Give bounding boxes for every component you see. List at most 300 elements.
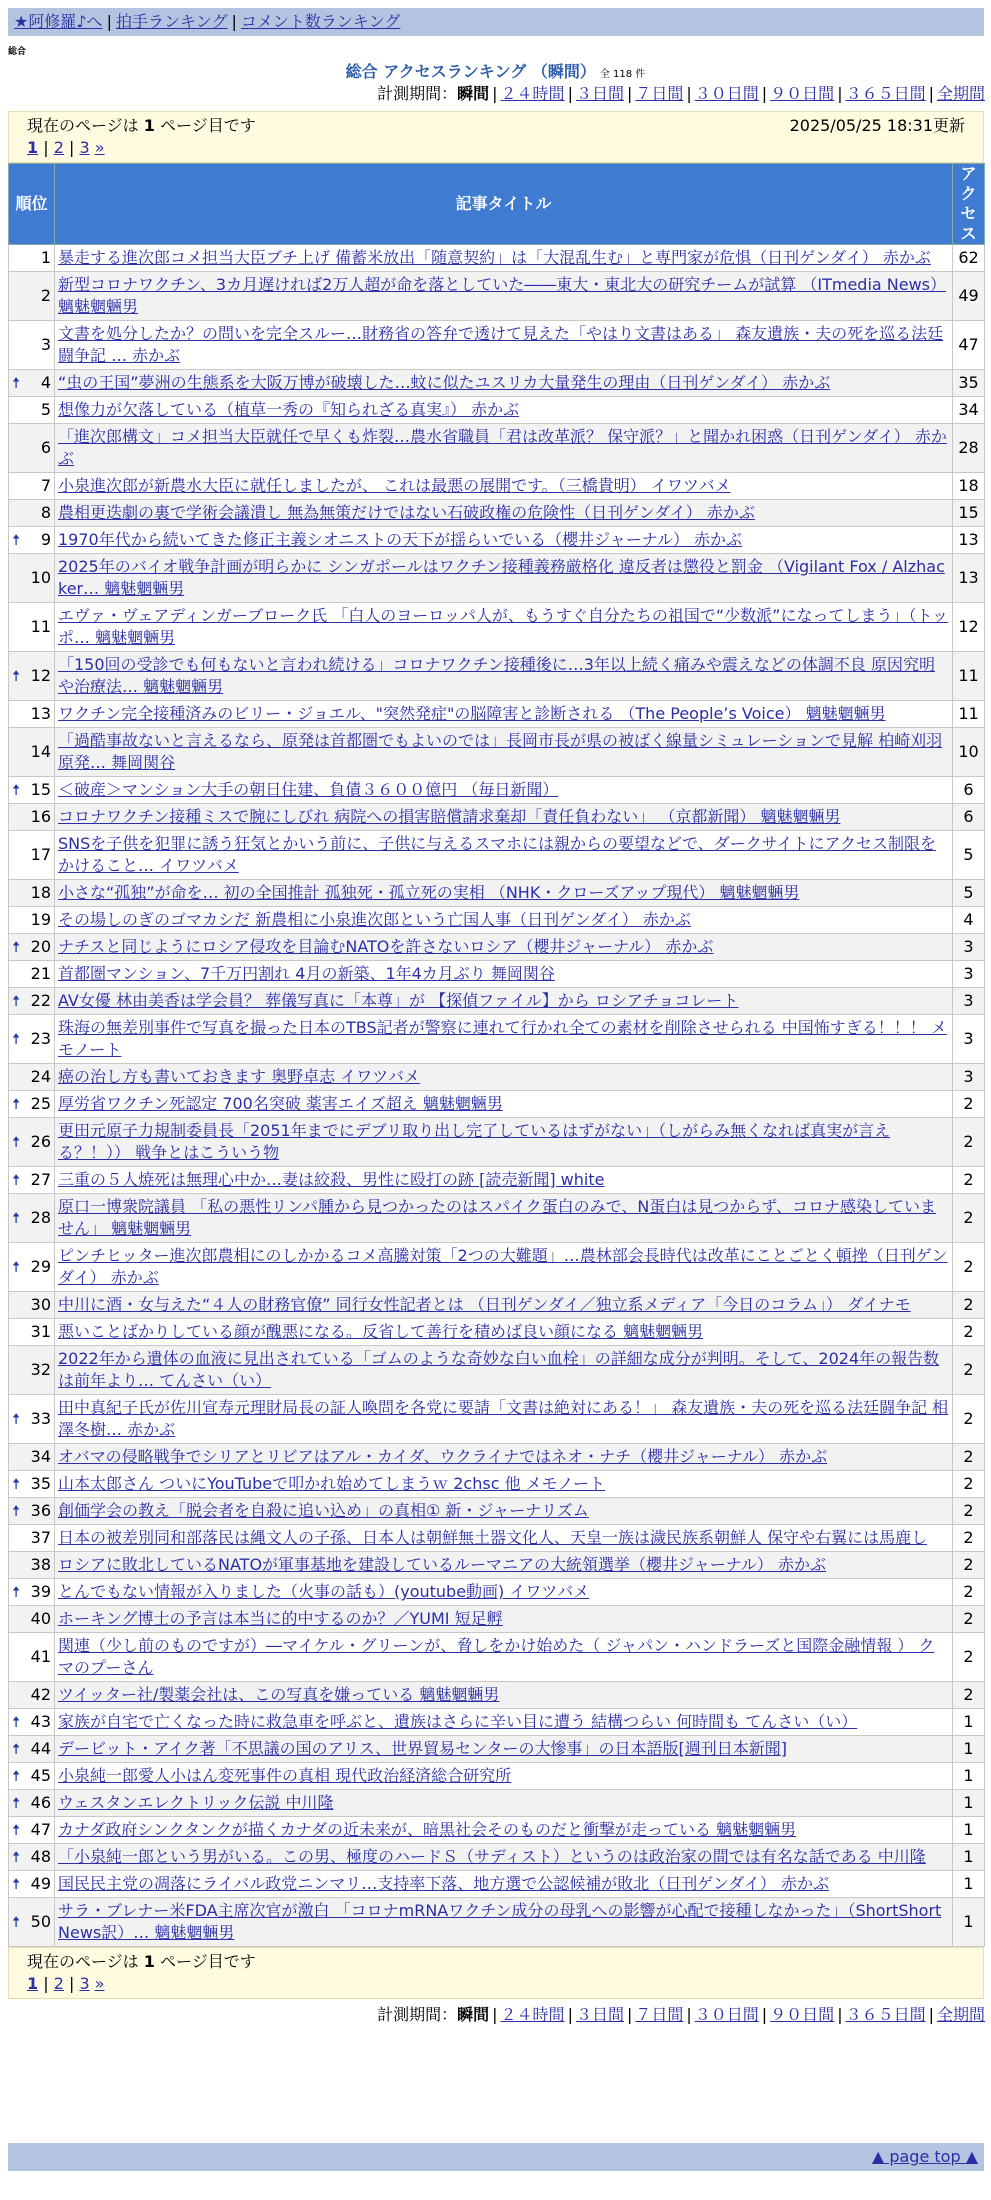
pagination-bottom: 1 | 2 | 3 » <box>27 1974 105 1993</box>
title-cell <box>55 1346 953 1395</box>
article-title-link[interactable]: ホーキング博士の予言は本当に的中するのか？／YUMI 短足孵 <box>58 1609 503 1628</box>
rank-cell <box>9 1194 55 1243</box>
rank-cell <box>9 652 55 701</box>
page-3-link-bottom[interactable]: 3 <box>79 1974 90 1993</box>
table-row <box>9 1471 985 1498</box>
rank-cell <box>9 1525 55 1552</box>
rank-cell <box>9 1790 55 1817</box>
article-title-link[interactable]: 「小泉純一郎という男がいる。この男、極度のハードＳ（サディスト）というのは政治家の間では有名な話である 中川隆 <box>58 1847 926 1866</box>
table-row <box>9 1817 985 1844</box>
access-count: 11 <box>953 701 985 728</box>
arrow-up-icon: 🠅 <box>12 1030 21 1048</box>
rank-cell <box>9 1552 55 1579</box>
rank-number: 32 <box>30 1360 51 1379</box>
access-count: 15 <box>953 500 985 527</box>
title-cell <box>55 1579 953 1606</box>
title-cell <box>55 1167 953 1194</box>
applause-ranking-link[interactable]: 拍手ランキング <box>115 12 228 31</box>
rank-number: 25 <box>30 1094 51 1113</box>
rank-cell <box>9 1167 55 1194</box>
title-cell <box>55 1319 953 1346</box>
table-row <box>9 1763 985 1790</box>
title-cell <box>55 1471 953 1498</box>
comment-ranking-link[interactable]: コメント数ランキング <box>240 12 401 31</box>
article-title-link[interactable]: オバマの侵略戦争でシリアとリビアはアル・カイダ、ウクライナではネオ・ナチ（櫻井ジャーナル） 赤かぶ <box>58 1447 828 1466</box>
bottom-bar <box>8 2143 984 2171</box>
table-row <box>9 603 985 652</box>
page-2-link-bottom[interactable]: 2 <box>53 1974 64 1993</box>
table-row <box>9 777 985 804</box>
table-row <box>9 1395 985 1444</box>
title-cell <box>55 988 953 1015</box>
rank-cell <box>9 1871 55 1898</box>
access-count: 11 <box>953 652 985 701</box>
next-page-link[interactable]: » <box>94 138 105 157</box>
table-row <box>9 1790 985 1817</box>
article-title-link[interactable]: その場しのぎのゴマカシだ 新農相に小泉進次郎という亡国人事（日刊ゲンダイ） 赤かぶ <box>58 910 691 929</box>
article-title-link[interactable]: カナダ政府シンクタンクが描くカナダの近未来が、暗黒社会そのものだと衝撃が走っている 魑魅魍魎男 <box>58 1820 797 1839</box>
next-page-link-bottom[interactable]: » <box>94 1974 105 1993</box>
article-title-link[interactable]: 珠海の無差別事件で写真を撮った日本のTBS記者が警察に連れて行かれ全ての素材を削除させられる 中国怖すぎる！！！ メモノート <box>58 1018 947 1059</box>
rank-cell <box>9 1709 55 1736</box>
title-cell <box>55 1243 953 1292</box>
rank-number: 35 <box>30 1474 51 1493</box>
rank-number: 42 <box>30 1685 51 1704</box>
title-cell <box>55 245 953 272</box>
table-row <box>9 988 985 1015</box>
period-all-link-bottom[interactable]: 全期間 <box>936 2005 985 2024</box>
rank-cell <box>9 603 55 652</box>
title-cell <box>55 500 953 527</box>
top-nav-bar <box>8 8 984 36</box>
title-cell <box>55 1091 953 1118</box>
table-row <box>9 1444 985 1471</box>
table-row <box>9 397 985 424</box>
arrow-up-icon: 🠅 <box>12 1171 21 1189</box>
article-title-link[interactable]: ピンチヒッター進次郎農相にのしかかるコメ高騰対策「2つの大難題」…農林部会長時代は改革にことごとく頓挫（日刊ゲンダイ） 赤かぶ <box>58 1246 948 1287</box>
access-count: 2 <box>953 1395 985 1444</box>
title-cell <box>55 1194 953 1243</box>
rank-number: 27 <box>30 1170 51 1189</box>
rank-number: 34 <box>30 1447 51 1466</box>
title-cell <box>55 1552 953 1579</box>
page-info-top <box>8 111 984 163</box>
arrow-up-icon: 🠅 <box>12 1848 21 1866</box>
table-row <box>9 1579 985 1606</box>
arrow-up-icon: 🠅 <box>12 1794 21 1812</box>
article-title-link[interactable]: 厚労省ワクチン死認定 700名突破 薬害エイズ超え 魑魅魍魎男 <box>58 1094 503 1113</box>
rank-cell <box>9 1091 55 1118</box>
title-cell <box>55 934 953 961</box>
rank-number: 1 <box>40 248 51 267</box>
period-30d-link[interactable]: ３０日間 <box>694 84 759 103</box>
rank-cell <box>9 1817 55 1844</box>
article-title-link[interactable]: 小さな“孤独”が命を… 初の全国推計 孤独死・孤立死の実相 （NHK・クローズアップ現代） 魑魅魍魎男 <box>58 883 800 902</box>
rank-cell <box>9 1118 55 1167</box>
access-count: 2 <box>953 1444 985 1471</box>
rank-number: 40 <box>30 1609 51 1628</box>
title-cell <box>55 473 953 500</box>
table-row <box>9 1292 985 1319</box>
rank-number: 36 <box>30 1501 51 1520</box>
access-count: 5 <box>953 831 985 880</box>
article-title-link[interactable]: ツイッター社/製薬会社は、この写真を嫌っている 魑魅魍魎男 <box>58 1685 500 1704</box>
arrow-up-icon: 🠅 <box>12 1913 21 1931</box>
article-title-link[interactable]: デービット・アイク著「不思議の国のアリス、世界貿易センターの大惨事」の日本語版[週刊日本新聞] <box>58 1739 787 1758</box>
table-row <box>9 1064 985 1091</box>
period-all-link[interactable]: 全期間 <box>936 84 985 103</box>
rank-cell <box>9 1319 55 1346</box>
article-title-link[interactable]: エヴァ・ヴェアディンガーブローク氏 「白人のヨーロッパ人が、もうすぐ自分たちの祖国で“少数派”になってしまう」（トッポ… 魑魅魍魎男 <box>58 606 948 647</box>
title-cell <box>55 1682 953 1709</box>
table-row <box>9 554 985 603</box>
title-cell <box>55 1525 953 1552</box>
rank-cell <box>9 1064 55 1091</box>
rank-cell <box>9 1444 55 1471</box>
period-7d-link-bottom[interactable]: ７日間 <box>635 2005 684 2024</box>
rank-cell <box>9 1898 55 1947</box>
access-count: 2 <box>953 1552 985 1579</box>
access-count: 1 <box>953 1736 985 1763</box>
rank-number: 48 <box>30 1847 51 1866</box>
table-row <box>9 1552 985 1579</box>
rank-number: 16 <box>30 807 51 826</box>
article-title-link[interactable]: 悪いことばかりしている顔が醜悪になる。反省して善行を積めば良い顔になる 魑魅魍魎男 <box>58 1322 704 1341</box>
rank-number: 44 <box>30 1739 51 1758</box>
article-title-link[interactable]: 三重の５人焼死は無理心中か…妻は絞殺、男性に殴打の跡 [読売新聞] white <box>58 1170 605 1189</box>
period-90d-link[interactable]: ９０日間 <box>770 84 835 103</box>
rank-cell <box>9 1579 55 1606</box>
table-row <box>9 527 985 554</box>
table-row <box>9 880 985 907</box>
arrow-up-icon: 🠅 <box>12 667 21 685</box>
nav-separator: | <box>106 12 112 31</box>
rank-number: 9 <box>40 530 51 549</box>
table-row <box>9 473 985 500</box>
page-3-link[interactable]: 3 <box>79 138 90 157</box>
article-title-link[interactable]: 新型コロナワクチン、3カ月遅ければ2万人超が命を落としていた――東大・東北大の研究チームが試算 （ITmedia News） 魑魅魍魎男 <box>58 275 947 316</box>
access-count: 2 <box>953 1118 985 1167</box>
title-cell <box>55 1292 953 1319</box>
access-count: 2 <box>953 1471 985 1498</box>
rank-number: 38 <box>30 1555 51 1574</box>
period-3d-link-bottom[interactable]: ３日間 <box>575 2005 624 2024</box>
table-row <box>9 804 985 831</box>
rank-cell <box>9 1633 55 1682</box>
current-page-text-bottom: 現在のページは 1 ページ目です <box>27 1952 256 1971</box>
article-title-link[interactable]: 農相更迭劇の裏で学術会議潰し 無為無策だけではない石破政権の危険性（日刊ゲンダイ） 赤かぶ <box>58 503 755 522</box>
access-count: 1 <box>953 1844 985 1871</box>
rank-number: 17 <box>30 845 51 864</box>
access-count: 2 <box>953 1194 985 1243</box>
rank-cell <box>9 934 55 961</box>
rank-number: 8 <box>40 503 51 522</box>
period-7d-link[interactable]: ７日間 <box>635 84 684 103</box>
table-row <box>9 728 985 777</box>
rank-number: 43 <box>30 1712 51 1731</box>
arrow-up-icon: 🠅 <box>12 1740 21 1758</box>
arrow-up-icon: 🠅 <box>12 374 21 392</box>
article-title-link[interactable]: 山本太郎さん ついにYouTubeで叩かれ始めてしまうｗ 2chsc 他 メモノート <box>58 1474 606 1493</box>
asyura-home-link[interactable]: ★阿修羅♪へ <box>14 12 103 31</box>
article-title-link[interactable]: ナチスと同じようにロシア侵攻を目論むNATOを許さないロシア（櫻井ジャーナル） 赤かぶ <box>58 937 714 956</box>
access-count: 2 <box>953 1319 985 1346</box>
rank-number: 10 <box>30 568 51 587</box>
rank-cell <box>9 1243 55 1292</box>
access-count: 2 <box>953 1346 985 1395</box>
header-title: 記事タイトル <box>55 164 953 245</box>
access-count: 1 <box>953 1817 985 1844</box>
access-count: 2 <box>953 1243 985 1292</box>
access-count: 2 <box>953 1292 985 1319</box>
article-title-link[interactable]: 首都圏マンション、7千万円割れ 4月の新築、1年4カ月ぶり 舞岡関谷 <box>58 964 555 983</box>
rank-number: 7 <box>40 476 51 495</box>
rank-number: 4 <box>40 373 51 392</box>
table-row <box>9 934 985 961</box>
article-title-link[interactable]: 日本の被差別同和部落民は縄文人の子孫、日本人は朝鮮無土器文化人、天皇一族は濊民族系朝鮮人 保守や右翼には馬鹿し <box>58 1528 928 1547</box>
access-count: 3 <box>953 934 985 961</box>
rank-cell <box>9 804 55 831</box>
arrow-up-icon: 🠅 <box>12 1713 21 1731</box>
table-row <box>9 1606 985 1633</box>
rank-number: 12 <box>30 666 51 685</box>
article-title-link[interactable]: 癌の治し方も書いておきます 奥野卓志 イワツバメ <box>58 1067 420 1086</box>
access-count: 49 <box>953 272 985 321</box>
article-title-link[interactable]: 暴走する進次郎コメ担当大臣ブチ上げ 備蓄米放出「随意契約」は「大混乱生む」と専門家が危惧（日刊ゲンダイ） 赤かぶ <box>58 248 931 267</box>
article-title-link[interactable]: 1970年代から続いてきた修正主義シオニストの天下が揺らいでいる（櫻井ジャーナル） 赤かぶ <box>58 530 743 549</box>
title-cell <box>55 907 953 934</box>
table-row <box>9 1091 985 1118</box>
arrow-up-icon: 🠅 <box>12 1410 21 1428</box>
rank-cell <box>9 527 55 554</box>
access-count: 10 <box>953 728 985 777</box>
rank-cell <box>9 473 55 500</box>
title-cell <box>55 1606 953 1633</box>
article-title-link[interactable]: ロシアに敗北しているNATOが軍事基地を建設しているルーマニアの大統領選挙（櫻井ジャーナル） 赤かぶ <box>58 1555 827 1574</box>
title-cell <box>55 1395 953 1444</box>
table-row <box>9 652 985 701</box>
article-title-link[interactable]: 創価学会の教え「脱会者を自殺に追い込め」の真相① 新・ジャーナリズム <box>58 1501 589 1520</box>
article-title-link[interactable]: 想像力が欠落している（植草一秀の『知られざる真実』） 赤かぶ <box>58 400 520 419</box>
access-count: 3 <box>953 988 985 1015</box>
access-count: 1 <box>953 1790 985 1817</box>
article-title-link[interactable]: 2022年から遺体の血液に見出されている「ゴムのような奇妙な白い血栓」の詳細な成分が判明。そして、2024年の報告数は前年より… てんさい（い） <box>58 1349 940 1390</box>
rank-cell <box>9 1471 55 1498</box>
rank-number: 30 <box>30 1295 51 1314</box>
table-row <box>9 701 985 728</box>
arrow-up-icon: 🠅 <box>12 1583 21 1601</box>
page-top-link[interactable]: ▲ page top ▲ <box>871 2147 978 2166</box>
title-cell <box>55 1015 953 1064</box>
article-title-link[interactable]: ワクチン完全接種済みのビリー・ジョエル、"突然発症"の脳障害と診断される （The People’s Voice） 魑魅魍魎男 <box>58 704 886 723</box>
period-current: 瞬間 <box>457 84 490 103</box>
rank-number: 31 <box>30 1322 51 1341</box>
article-title-link[interactable]: 文書を処分したか？の問いを完全スルー…財務省の答弁で透けて見えた「やはり文書はある」 森友遺族・夫の死を巡る法廷闘争記 … 赤かぶ <box>58 324 944 365</box>
page-info-bottom <box>8 1947 984 1999</box>
rank-number: 33 <box>30 1409 51 1428</box>
table-row <box>9 370 985 397</box>
table-row <box>9 1633 985 1682</box>
table-row <box>9 1118 985 1167</box>
access-count: 18 <box>953 473 985 500</box>
table-row <box>9 907 985 934</box>
title-cell <box>55 1736 953 1763</box>
rank-cell <box>9 370 55 397</box>
title-cell <box>55 880 953 907</box>
table-row <box>9 1871 985 1898</box>
rank-number: 11 <box>30 617 51 636</box>
article-title-link[interactable]: とんでもない情報が入りました（火事の話も）(youtube動画) イワツバメ <box>58 1582 590 1601</box>
article-title-link[interactable]: 関連（少し前のものですが）―マイケル・グリーンが、脅しをかけ始めた（ ジャパン・ハンドラーズと国際金融情報 ） クマのプーさん <box>58 1636 935 1677</box>
article-title-link[interactable]: 小泉純一郎愛人小はん変死事件の真相 現代政治経済総合研究所 <box>58 1766 512 1785</box>
access-count: 1 <box>953 1871 985 1898</box>
access-count: 6 <box>953 804 985 831</box>
rank-cell <box>9 701 55 728</box>
title-cell <box>55 1118 953 1167</box>
arrow-up-icon: 🠅 <box>12 1095 21 1113</box>
article-title-link[interactable]: 「過酷事故ないと言えるなら、原発は首都圏でもよいのでは」長岡市長が県の被ばく線量シミュレーションで見解 柏崎刈羽原発… 舞岡関谷 <box>58 731 943 772</box>
rank-number: 6 <box>40 438 51 457</box>
rank-cell <box>9 1292 55 1319</box>
article-title-link[interactable]: 「150回の受診でも何もないと言われ続ける」コロナワクチン接種後に…3年以上続く痛みや震えなどの体調不良 原因究明や治療法… 魑魅魍魎男 <box>58 655 936 696</box>
arrow-up-icon: 🠅 <box>12 1875 21 1893</box>
article-title-link[interactable]: 原口一博衆院議員 「私の悪性リンパ腫から見つかったのはスパイク蛋白のみで、N蛋白は見つからず、コロナ感染していません」 魑魅魍魎男 <box>58 1197 937 1238</box>
access-count: 1 <box>953 1709 985 1736</box>
table-row <box>9 1319 985 1346</box>
period-3d-link[interactable]: ３日間 <box>575 84 624 103</box>
table-row <box>9 272 985 321</box>
period-label-bottom: 計測期間： <box>377 2005 458 2024</box>
rank-number: 45 <box>30 1766 51 1785</box>
article-title-link[interactable]: “虫の王国”夢洲の生態系を大阪万博が破壊した…蚊に似たユスリカ大量発生の理由（日刊ゲンダイ） 赤かぶ <box>58 373 831 392</box>
rank-number: 28 <box>30 1208 51 1227</box>
title-cell <box>55 1871 953 1898</box>
title-cell <box>55 961 953 988</box>
rank-cell <box>9 1736 55 1763</box>
article-title-link[interactable]: AV女優 林由美香は学会員？ 葬儀写真に「本尊」が 【探偵ファイル】から ロシアチョコレート <box>58 991 739 1010</box>
arrow-up-icon: 🠅 <box>12 1133 21 1151</box>
access-count: 5 <box>953 880 985 907</box>
current-page-text: 現在のページは 1 ページ目です <box>27 116 256 135</box>
title-cell <box>55 272 953 321</box>
table-row <box>9 961 985 988</box>
page-2-link[interactable]: 2 <box>53 138 64 157</box>
article-title-link[interactable]: 中川に酒・女与えた“４人の財務官僚” 同行女性記者とは （日刊ゲンダイ／独立系メディア「今日のコラム」） ダイナモ <box>58 1295 911 1314</box>
article-title-link[interactable]: サラ・ブレナー米FDA主席次官が激白 「コロナmRNAワクチン成分の母乳への影響が心配で接種しなかった」（ShortShort News訳）… 魑魅魍魎男 <box>58 1901 942 1942</box>
table-row <box>9 1682 985 1709</box>
rank-number: 14 <box>30 742 51 761</box>
header-rank: 順位 <box>9 164 55 245</box>
rank-number: 49 <box>30 1874 51 1893</box>
article-title-link[interactable]: ウェスタンエレクトリック伝説 中川隆 <box>58 1793 334 1812</box>
title-cell <box>55 652 953 701</box>
rank-number: 20 <box>30 937 51 956</box>
rank-number: 47 <box>30 1820 51 1839</box>
title-cell <box>55 321 953 370</box>
access-count: 13 <box>953 554 985 603</box>
access-count: 47 <box>953 321 985 370</box>
rank-cell <box>9 424 55 473</box>
rank-cell <box>9 1015 55 1064</box>
period-label: 計測期間： <box>377 84 458 103</box>
rank-cell <box>9 272 55 321</box>
period-24h-link-bottom[interactable]: ２４時間 <box>500 2005 565 2024</box>
table-row <box>9 1525 985 1552</box>
title-cell <box>55 527 953 554</box>
arrow-up-icon: 🠅 <box>12 938 21 956</box>
arrow-up-icon: 🠅 <box>12 1767 21 1785</box>
rank-number: 22 <box>30 991 51 1010</box>
title-cell <box>55 1064 953 1091</box>
period-365d-link-bottom[interactable]: ３６５日間 <box>845 2005 926 2024</box>
period-selector-bottom: 計測期間：瞬間 | ２４時間 | ３日間 | ７日間 | ３０日間 | ９０日間 | ３６５日間 | 全期間 <box>377 2005 985 2024</box>
title-cell <box>55 1790 953 1817</box>
page-1-link[interactable]: 1 <box>27 138 39 157</box>
table-row <box>9 1498 985 1525</box>
title-cell <box>55 701 953 728</box>
rank-cell <box>9 777 55 804</box>
rank-cell <box>9 1395 55 1444</box>
article-title-link[interactable]: 小泉進次郎が新農水大臣に就任しましたが、 これは最悪の展開です。（三橋貴明） イワツバメ <box>58 476 731 495</box>
access-count: 6 <box>953 777 985 804</box>
article-title-link[interactable]: 国民民主党の凋落にライバル政党ニンマリ…支持率下落、地方選で公認候補が敗北（日刊ゲンダイ） 赤かぶ <box>58 1874 830 1893</box>
access-count: 2 <box>953 1091 985 1118</box>
table-row <box>9 1015 985 1064</box>
rank-cell <box>9 500 55 527</box>
title-cell <box>55 397 953 424</box>
access-count: 2 <box>953 1525 985 1552</box>
access-count: 1 <box>953 1763 985 1790</box>
access-count: 3 <box>953 961 985 988</box>
table-row <box>9 1194 985 1243</box>
period-30d-link-bottom[interactable]: ３０日間 <box>694 2005 759 2024</box>
rank-cell <box>9 1606 55 1633</box>
table-row <box>9 1709 985 1736</box>
access-count: 13 <box>953 527 985 554</box>
rank-number: 3 <box>40 335 51 354</box>
arrow-up-icon: 🠅 <box>12 531 21 549</box>
article-title-link[interactable]: 家族が自宅で亡くなった時に救急車を呼ぶと、遺族はさらに辛い目に遭う 結構つらい 何時間も てんさい（い） <box>58 1712 858 1731</box>
article-title-link[interactable]: 「進次郎構文」コメ担当大臣就任で早くも炸裂…農水省職員「君は改革派？ 保守派？」と聞かれ困惑（日刊ゲンダイ） 赤かぶ <box>58 427 947 468</box>
access-count: 28 <box>953 424 985 473</box>
article-title-link[interactable]: コロナワクチン接種ミスで腕にしびれ 病院への損害賠償請求棄却「責任負わない」 （京都新聞） 魑魅魍魎男 <box>58 807 841 826</box>
article-title-link[interactable]: ＜破産＞マンション大手の朝日住建、負債３６００億円 （毎日新聞） <box>58 780 559 799</box>
page-1-link-bottom[interactable]: 1 <box>27 1974 39 1993</box>
pagination-top: 1 | 2 | 3 » <box>27 138 105 157</box>
period-365d-link[interactable]: ３６５日間 <box>845 84 926 103</box>
table-row <box>9 1736 985 1763</box>
article-title-link[interactable]: 2025年のバイオ戦争計画が明らかに シンガポールはワクチン接種義務厳格化 違反者は懲役と罰金 （Vigilant Fox / Alzhacker… 魑魅魍魎男 <box>58 557 945 598</box>
category-label: 総合 <box>8 47 27 57</box>
period-24h-link[interactable]: ２４時間 <box>500 84 565 103</box>
rank-cell <box>9 1498 55 1525</box>
ranking-table <box>8 163 985 1947</box>
article-title-link[interactable]: SNSを子供を犯罪に誘う狂気とかいう前に、子供に与えるスマホには親からの要望などで、ダークサイトにアクセス制限をかけること… イワツバメ <box>58 834 937 875</box>
title-cell <box>55 554 953 603</box>
rank-number: 37 <box>30 1528 51 1547</box>
nav-separator: | <box>231 12 237 31</box>
rank-number: 2 <box>40 286 51 305</box>
rank-number: 29 <box>30 1257 51 1276</box>
rank-cell <box>9 961 55 988</box>
rank-cell <box>9 880 55 907</box>
period-90d-link-bottom[interactable]: ９０日間 <box>770 2005 835 2024</box>
article-title-link[interactable]: 更田元原子力規制委員長「2051年までにデブリ取り出し完了しているはずがない」（しがらみ無くなれば真実が言える？！）） 戦争とはこういう物 <box>58 1121 891 1162</box>
rank-number: 18 <box>30 883 51 902</box>
title-cell <box>55 1898 953 1947</box>
article-title-link[interactable]: 田中真紀子氏が佐川宣寿元理財局長の証人喚問を各党に要請「文書は絶対にある！」 森友遺族・夫の死を巡る法廷闘争記 相澤冬樹… 赤かぶ <box>58 1398 949 1439</box>
rank-number: 26 <box>30 1132 51 1151</box>
